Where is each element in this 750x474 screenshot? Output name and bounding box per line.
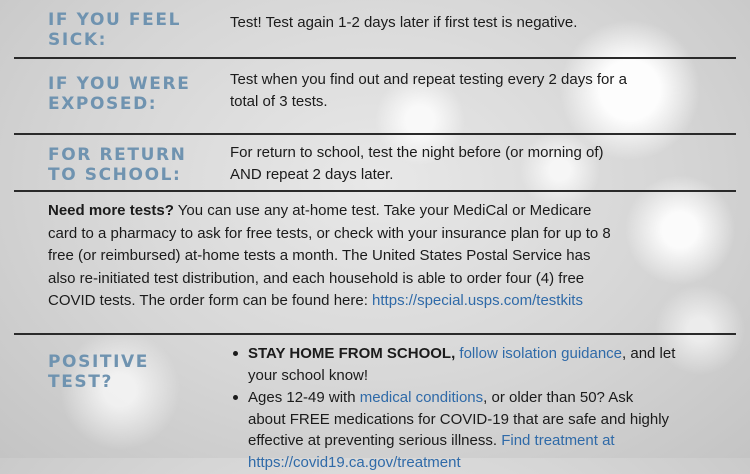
divider [14,57,736,59]
label-line: POSITIVE [48,352,149,372]
treatment-url-link[interactable]: https://covid19.ca.gov/treatment [248,453,461,471]
text-line [248,343,750,365]
text-line [248,430,750,452]
text-line: card to a pharmacy to ask for free tests, or check with your insurance plan for up to 8 [48,224,611,242]
divider [14,190,736,192]
text-if-you-feel-sick: Test! Test again 1-2 days later if first test is negative. [230,14,578,31]
text-line: your school know! [248,366,369,384]
label-line: IF YOU FEEL [48,10,182,30]
label-line: SICK: [48,30,108,50]
text-for-return-to-school [230,142,730,186]
usps-testkits-link[interactable]: https://special.usps.com/testkits [372,292,583,309]
isolation-guidance-link[interactable]: follow isolation guidance [459,345,623,362]
text-if-you-were-exposed [230,69,730,113]
text-line: For return to school, test the night before (or morning of) [230,144,604,161]
text-span: , or older than 50? Ask [483,389,634,406]
label-if-you-feel-sick [48,10,213,50]
label-line: EXPOSED: [48,94,158,114]
text-span: COVID tests. The order form can be found here: [48,292,373,309]
text-line [248,387,750,409]
need-more-tests-paragraph [48,200,728,313]
text-span: Ages 12-49 with [248,389,360,406]
label-line: FOR RETURN [48,145,187,165]
text-span: effective at preventing serious illness. [248,432,502,449]
label-for-return-to-school [48,145,213,185]
label-line: TO SCHOOL: [48,165,182,185]
label-if-you-were-exposed [48,74,213,114]
divider [14,333,736,335]
text-line: also re-initiated test distribution, and each household is able to order four (4) free [48,269,585,287]
stay-home-heading: STAY HOME FROM SCHOOL, [248,345,456,362]
text-line [48,200,728,223]
positive-test-bullets [232,343,750,474]
text-span: , and let [622,345,676,362]
medical-conditions-link[interactable]: medical conditions [359,389,484,406]
label-line: IF YOU WERE [48,74,191,94]
list-item [248,343,750,386]
text-line: about FREE medications for COVID-19 that are safe and highly [248,410,670,428]
list-item [248,387,750,473]
text-span: You can use any at-home test. Take your MediCal or Medicare [173,202,592,219]
find-treatment-link[interactable]: Find treatment at [501,432,615,449]
need-more-tests-heading: Need more tests? [48,202,174,219]
label-line: TEST? [48,372,113,392]
text-line: total of 3 tests. [230,93,328,110]
text-line: free (or reimbursed) at-home tests a month. The United States Postal Service has [48,247,591,264]
text-line: Test when you find out and repeat testing every 2 days for a [230,71,627,88]
text-line [48,290,728,313]
text-line: AND repeat 2 days later. [230,166,394,183]
label-positive-test [48,352,213,392]
divider [14,133,736,135]
